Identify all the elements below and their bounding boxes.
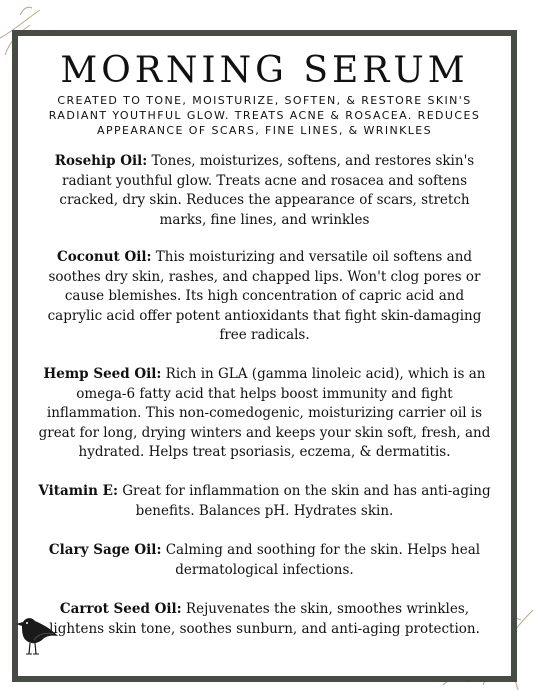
ingredient-vitamin-e	[38, 482, 491, 521]
ingredient-clary-sage-oil	[38, 541, 491, 580]
ingredient-rosehip-oil	[38, 152, 491, 230]
ingredient-coconut-oil	[38, 248, 491, 346]
ingredient-description: This moisturizing and versatile oil softens and soothes dry skin, rashes, and chapped lips. Won't clog pores or cause blemishes. Its high concentration of capric acid and caprylic acid offer potent antioxidants that fight skin-damaging free radicals.	[47, 249, 482, 343]
ingredient-name: Rosehip Oil:	[54, 153, 148, 169]
content-frame	[12, 30, 517, 682]
ingredient-description: Calming and soothing for the skin. Helps heal dermatological infections.	[161, 542, 481, 578]
page-subtitle: CREATED TO TONE, MOISTURIZE, SOFTEN, & RESTORE SKIN'S RADIANT YOUTHFUL GLOW. TREATS ACNE & ROSACEA. REDUCES APPEARANCE OF SCARS, FINE LINES, & WRINKLES	[48, 94, 481, 137]
ingredient-name: Coconut Oil:	[56, 249, 152, 265]
page-title: MORNING SERUM	[60, 50, 469, 91]
ingredient-name: Carrot Seed Oil:	[59, 601, 182, 617]
ingredient-description: Rejuvenates the skin, smoothes wrinkles, lightens skin tone, soothes sunburn, and anti-aging protection.	[49, 601, 480, 637]
ingredient-name: Clary Sage Oil:	[48, 542, 162, 558]
ingredient-name: Vitamin E:	[38, 483, 118, 499]
ingredient-carrot-seed-oil	[38, 600, 491, 639]
bird-icon	[14, 612, 60, 660]
ingredient-description: Rich in GLA (gamma linoleic acid), which is an omega-6 fatty acid that helps boost immunity and fight inflammation. This non-comedogenic, moisturizing carrier oil is great for long, drying winters and keeps your skin soft, fresh, and hydrated. Helps treat psoriasis, eczema, & dermatitis.	[38, 366, 491, 460]
ingredient-name: Hemp Seed Oil:	[43, 366, 162, 382]
ingredient-hemp-seed-oil	[38, 365, 491, 463]
ingredient-description: Great for inflammation on the skin and has anti-aging benefits. Balances pH. Hydrates skin.	[117, 483, 491, 519]
ingredient-description: Tones, moisturizes, softens, and restores skin's radiant youthful glow. Treats acne and rosacea and softens cracked, dry skin. Reduces the appearance of scars, stretch marks, fine lines, and wrinkles	[59, 153, 475, 228]
